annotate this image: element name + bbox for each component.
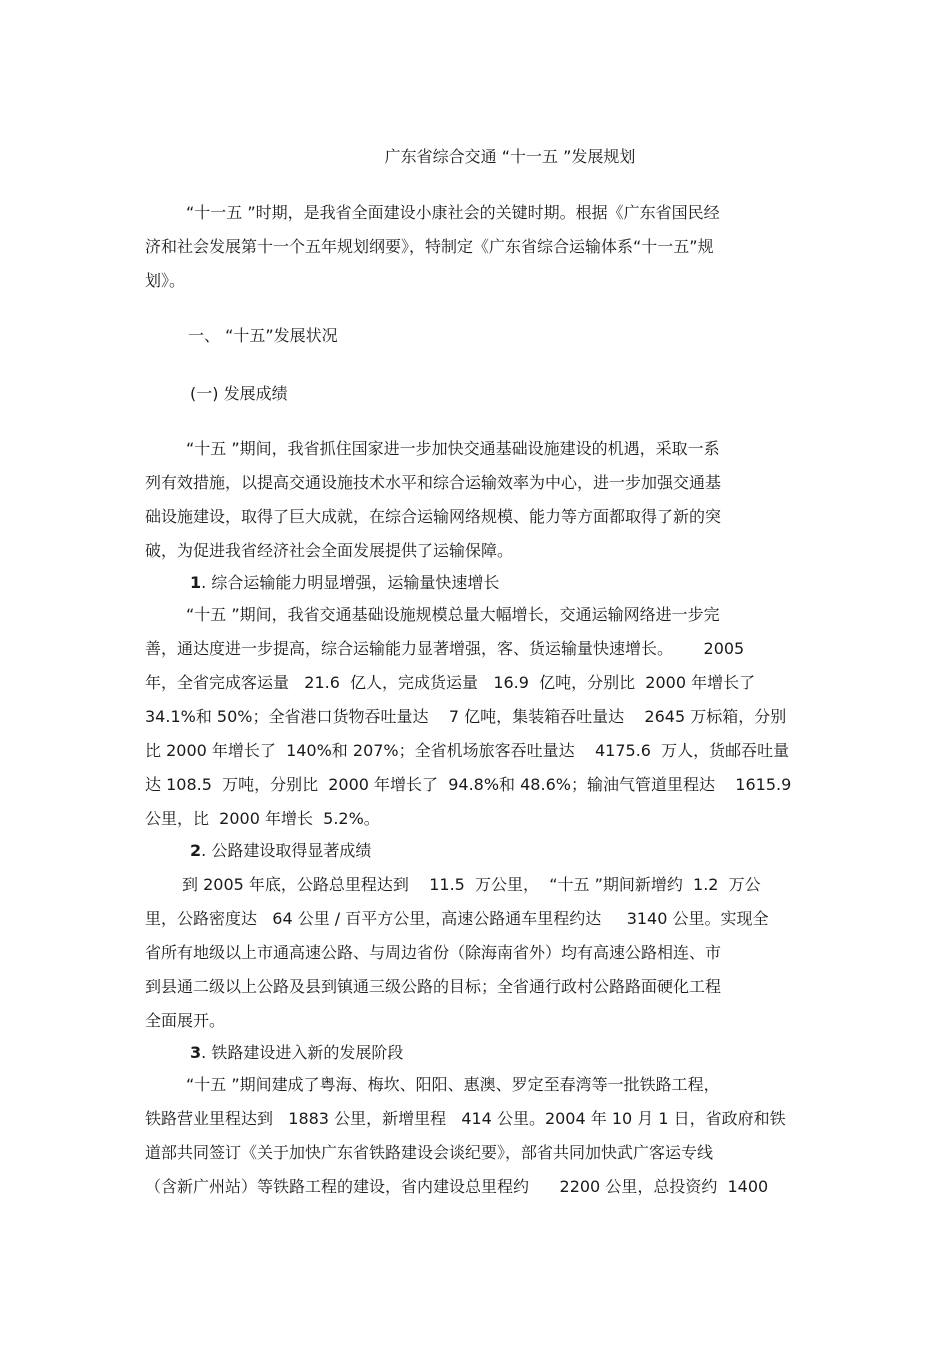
item1-number: 1 <box>190 573 202 592</box>
intro-line-2: 济和社会发展第十一个五年规划纲要》，特制定《广东省综合运输体系“十一五”规 <box>145 237 714 256</box>
item3-line-3: 道部共同签订《关于加快广东省铁路建设会谈纪要》，部省共同加快武广客运专线 <box>145 1143 714 1162</box>
item1-line-2: 善，通达度进一步提高，综合运输能力显著增强，客、货运输量快速增长。 2005 <box>145 639 745 658</box>
item1-line-1: “十五 ”期间，我省交通基础设施规模总量大幅增长，交通运输网络进一步完 <box>186 605 720 624</box>
item3-line-2: 铁路营业里程达到 1883 公里，新增里程 414 公里。2004 年 10 月 1 日，省政府和铁 <box>145 1109 786 1128</box>
para1-line-3: 础设施建设，取得了巨大成就，在综合运输网络规模、能力等方面都取得了新的突 <box>145 507 722 526</box>
para1-line-1: “十五 ”期间，我省抓住国家进一步加快交通基础设施建设的机遇，采取一系 <box>186 439 720 458</box>
item2-line-2: 里，公路密度达 64 公里 / 百平方公里，高速公路通车里程约达 3140 公里。实现全 <box>145 909 769 928</box>
item2-line-5: 全面展开。 <box>145 1011 226 1030</box>
item3-heading-text: . 铁路建设进入新的发展阶段 <box>201 1043 404 1062</box>
item1-heading <box>190 572 499 594</box>
item2-number: 2 <box>190 841 202 860</box>
item1-line-4: 34.1%和 50%；全省港口货物吞吐量达 7 亿吨，集装箱吞吐量达 2645 万标箱，分别 <box>145 707 787 726</box>
subsection-heading: (一) 发展成绩 <box>190 384 288 403</box>
item3-line-4: （含新广州站）等铁路工程的建设，省内建设总里程约 2200 公里，总投资约 1400 <box>145 1177 769 1196</box>
intro-line-3: 划》。 <box>145 271 186 290</box>
document-title: 广东省综合交通 “十一五 ”发展规划 <box>384 147 636 166</box>
intro-line-1: “十一五 ”时期，是我省全面建设小康社会的关键时期。根据《广东省国民经 <box>186 203 720 222</box>
section-heading: 一、 “十五”发展状况 <box>188 326 338 345</box>
para1-line-2: 列有效措施，以提高交通设施技术水平和综合运输效率为中心，进一步加强交通基 <box>145 473 722 492</box>
para1-line-4: 破，为促进我省经济社会全面发展提供了运输保障。 <box>145 541 514 560</box>
item3-number: 3 <box>190 1043 202 1062</box>
item1-line-6: 达 108.5 万吨，分别比 2000 年增长了 94.8%和 48.6%；输油气管道里程达 1615.9 <box>145 775 792 794</box>
item2-heading-text: . 公路建设取得显著成绩 <box>201 841 372 860</box>
item2-heading <box>190 840 371 862</box>
item1-line-7: 公里，比 2000 年增长 5.2%。 <box>145 809 380 828</box>
item2-line-1: 到 2005 年底，公路总里程达到 11.5 万公里， “十五 ”期间新增约 1.2 万公 <box>182 875 761 894</box>
item1-line-3: 年，全省完成客运量 21.6 亿人，完成货运量 16.9 亿吨，分别比 2000 年增长了 <box>145 673 756 692</box>
item3-line-1: “十五 ”期间建成了粤海、梅坎、阳阳、惠澳、罗定至春湾等一批铁路工程， <box>186 1075 720 1094</box>
item2-line-4: 到县通二级以上公路及县到镇通三级公路的目标；全省通行政村公路路面硬化工程 <box>145 977 722 996</box>
item3-heading <box>190 1042 403 1064</box>
item1-line-5: 比 2000 年增长了 140%和 207%；全省机场旅客吞吐量达 4175.6 万人，货邮吞吐量 <box>145 741 790 760</box>
item1-heading-text: . 综合运输能力明显增强，运输量快速增长 <box>201 573 500 592</box>
item2-line-3: 省所有地级以上市通高速公路、与周边省份（除海南省外）均有高速公路相连、市 <box>145 943 722 962</box>
